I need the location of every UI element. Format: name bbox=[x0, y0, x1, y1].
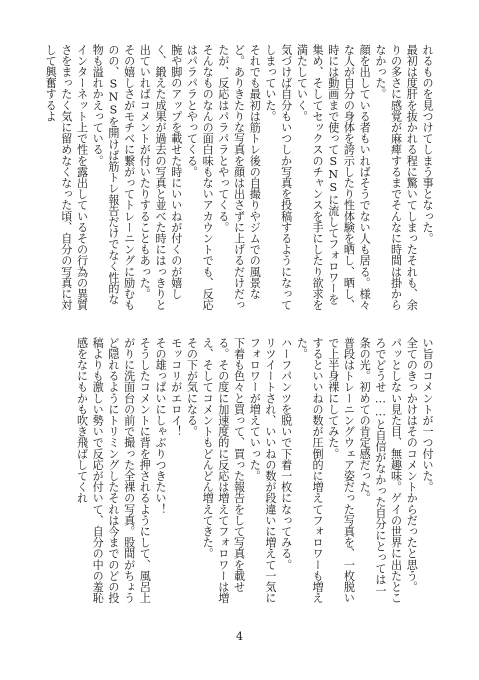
paragraph: ハーフパンツを脱いで下着一枚になってみる。 bbox=[279, 337, 293, 571]
paragraph: パッとしない見た目、無趣味。ゲイの世界に出たところでどうせ……と自信がなかった自分にとっては一条の光。初めての肯定感だった。 bbox=[358, 337, 403, 604]
paragraph: するといいねの数が圧倒的に増えてフォロワーも増えた。 bbox=[295, 337, 325, 604]
paragraph: リツイートされ、いいねの数が段違いに増えて一気にフォロワーが増えていった。 bbox=[248, 337, 277, 604]
paragraph: それでも最初は筋トレ後の自撮りやジムでの風景など。ありきたりな写真を顔は出さずに上げるだけだったが、反応はパラパラとやってくる。 bbox=[216, 44, 262, 311]
paragraph: い旨のコメントが一つ付いた。 bbox=[421, 337, 434, 493]
paragraph: その嬉しさがモチベに繋がってトレーニングに励むものの、SNSを開けば筋トレ報告だけでなく性的な物も溢れかえっている。 bbox=[91, 44, 136, 311]
paragraph: 気づけば自分もいつしか写真を投稿するようになってしまっていた。 bbox=[263, 44, 293, 311]
paragraph: その下が気になる。 bbox=[185, 337, 199, 437]
paragraph: れるものを見つけてしまう事となった。 bbox=[421, 44, 434, 244]
paragraph: インターネット上で性を露出しているその行為の異質さをまったく気に留めなくなった頃、自分の写真に対して興奮するよ bbox=[44, 44, 89, 311]
paragraph: 下着も色々と買って、買った報告をして写真を載せる。その度に加速度的に反応は増えてフォロワーは増え、そしてコメントもどんどん増えてきた。 bbox=[201, 337, 246, 604]
text-column-top bbox=[44, 44, 435, 312]
paragraph: 顔を出している者もいればそうでない人も居る。様々な人が自分の身体を誇示したり性体験を晒し、晒し、時には動画まで使ってSNSに流してフォロワーを集め、そしてセックスのチャンスを手にしたり欲求を満たしていく。 bbox=[295, 44, 372, 311]
paragraph: そんなものなんの面白味もないアカウントでも、反応はパラパラとやってくる。 bbox=[185, 44, 215, 311]
paragraph: その雄っぱいにしゃぶりつきたい！ bbox=[154, 337, 168, 515]
paragraph: 腕や脚のアップを載せた時にいいねが付くのが嬉しく、鍛えた成果が過去の写真と並べた時にはっきりと出ていればコメントが付いたりすることもあった。 bbox=[138, 44, 183, 311]
paragraph: 普段はトレーニングウェア姿だった写真を、一枚脱いで上半身裸にしてみた。 bbox=[326, 337, 356, 604]
paragraph: 全てのきっかけはそのコメントからだったと思う。 bbox=[405, 337, 419, 593]
paragraph: 最初は度肝を抜かれる程に驚いてしまったそれも、余りの多さに感覚が麻痺するまでそんなに時間は掛からなかった。 bbox=[373, 44, 419, 311]
paragraph: モッコリがエロイ！ bbox=[169, 337, 183, 437]
paragraph: そうしたコメントに背を押されるようにして、風呂上がりに洗面台の前で撮った全裸の写真。股間がちょうど隠れるようにトリミングしたそれは今までのどの投稿よりも激しい勢いで反応が付いて、自分の中の羞恥感をなにもかも吹き飛ばしてくれ bbox=[75, 337, 152, 604]
page-number: 4 bbox=[236, 630, 243, 643]
text-column-bottom bbox=[44, 337, 435, 605]
